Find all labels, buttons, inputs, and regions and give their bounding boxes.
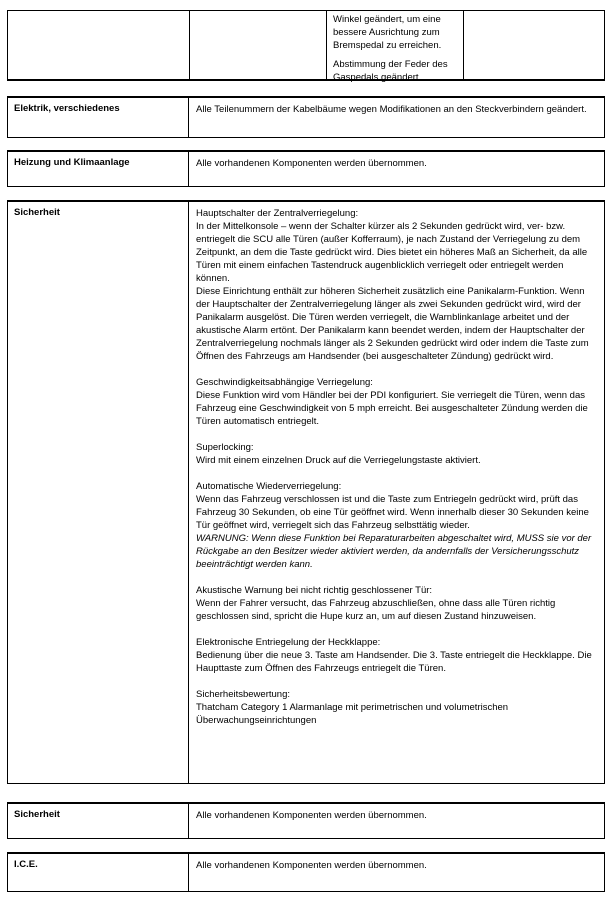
block-title: Geschwindigkeitsabhängige Verriegelung: bbox=[196, 377, 373, 388]
block-paragraph: Wird mit einem einzelnen Druck auf die Verriegelungstaste aktiviert. bbox=[196, 455, 481, 466]
empty-cell bbox=[8, 11, 189, 79]
change-description-cell bbox=[326, 11, 463, 83]
block-paragraph: Thatcham Category 1 Alarmanlage mit perimetrischen und volumetrischen Überwachungseinrichtungen bbox=[196, 702, 509, 726]
section-content: Alle Teilenummern der Kabelbäume wegen Modifikationen an den Steckverbindern geändert. bbox=[196, 104, 587, 115]
content-block-geschwindigkeit bbox=[196, 376, 594, 428]
block-title: Sicherheitsbewertung: bbox=[196, 689, 290, 700]
content-block-heckklappe bbox=[196, 636, 594, 675]
block-paragraph: Diese Einrichtung enthält zur höheren Sicherheit zusätzlich eine Panikalarm-Funktion. Wenn der Hauptschalter der Zentralverriegelung länger als zwei Sekunden gedrückt wird, wird der Panikalarm ausgelöst. Die Türen werden verriegelt, die Warnblinkanlage arbeitet und der akustische Alarm ertönt. Der Panikalarm kann beendet werden, indem der Hauptschalter der Zentralverriegelung nochmals länger als 2 Sekunden gedrückt wird oder indem die Taste zum Öffnen des Fahrzeugs am Handsender (bei ausgeschalteter Zündung) gedrückt wird. bbox=[196, 286, 589, 362]
empty-cell bbox=[463, 11, 604, 79]
section-label: I.C.E. bbox=[8, 854, 189, 891]
top-continuation-table bbox=[7, 10, 605, 81]
section-label: Heizung und Klimaanlage bbox=[8, 152, 189, 186]
block-title: Automatische Wiederverriegelung: bbox=[196, 481, 342, 492]
section-table-elektrik bbox=[7, 96, 605, 138]
section-content: Alle vorhandenen Komponenten werden übernommen. bbox=[196, 158, 427, 169]
content-block-hauptschalter bbox=[196, 207, 594, 363]
block-title: Elektronische Entriegelung der Heckklappe: bbox=[196, 637, 381, 648]
block-paragraph: Diese Funktion wird vom Händler bei der PDI konfiguriert. Sie verriegelt die Türen, wenn das Fahrzeug eine Geschwindigkeit von 5 mph erreicht. Bei ausgeschalteter Zündung werden die Türen automatisch entriegelt. bbox=[196, 390, 588, 427]
section-table-sicherheit bbox=[7, 802, 605, 839]
section-label: Elektrik, verschiedenes bbox=[8, 98, 189, 137]
block-paragraph: Wenn das Fahrzeug verschlossen ist und die Taste zum Entriegeln gedrückt wird, prüft das Fahrzeug 30 Sekunden, ob eine Tür geöffnet wird. Wenn innerhalb dieser 30 Sekunden keine Tür geöffnet wird, verriegelt sich das Fahrzeug selbsttätig wieder. bbox=[196, 494, 589, 531]
content-block-akustische-warnung bbox=[196, 584, 594, 623]
block-title: Superlocking: bbox=[196, 442, 254, 453]
block-warning-paragraph: WARNUNG: Wenn diese Funktion bei Reparaturarbeiten abgeschaltet wird, MUSS sie vor der Rückgabe an den Besitzer wieder aktiviert werden, da andernfalls der Versicherungsschutz beeinträchtigt werden kann. bbox=[196, 533, 592, 570]
section-content: Alle vorhandenen Komponenten werden übernommen. bbox=[196, 810, 427, 821]
block-title: Hauptschalter der Zentralverriegelung: bbox=[196, 208, 359, 219]
block-paragraph: Bedienung über die neue 3. Taste am Handsender. Die 3. Taste entriegelt die Heckklappe. Die Haupttaste zum Öffnen des Fahrzeugs entriegelt die Türen. bbox=[196, 650, 592, 674]
block-title: Akustische Warnung bei nicht richtig geschlossener Tür: bbox=[196, 585, 433, 596]
change-paragraph: Abstimmung der Feder des Gaspedals geändert. bbox=[333, 59, 448, 83]
section-table-sicherheit-detail bbox=[7, 200, 605, 784]
change-paragraph: Winkel geändert, um eine bessere Ausrichtung zum Bremspedal zu erreichen. bbox=[333, 14, 442, 51]
block-paragraph: In der Mittelkonsole – wenn der Schalter kürzer als 2 Sekunden gedrückt wird, ver- bzw. entriegelt die SCU alle Türen (außer Kofferraum), je nach Zustand der Verriegelung zu dem Zeitpunkt, an dem die Taste gedrückt wird. Dies bietet ein höheres Maß an Sicherheit, da alle Türen mit einem einfachen Tastendruck augenblicklich verriegelt oder entriegelt werden können. bbox=[196, 221, 588, 284]
content-block-superlocking bbox=[196, 441, 594, 467]
content-block-sicherheitsbewertung bbox=[196, 688, 594, 727]
section-content bbox=[189, 202, 604, 783]
empty-cell bbox=[189, 11, 326, 79]
section-label: Sicherheit bbox=[8, 202, 189, 783]
section-table-ice bbox=[7, 852, 605, 892]
section-table-heizung bbox=[7, 150, 605, 187]
section-content: Alle vorhandenen Komponenten werden übernommen. bbox=[196, 860, 427, 871]
section-label: Sicherheit bbox=[8, 804, 189, 838]
content-block-wiederverriegelung bbox=[196, 480, 594, 571]
block-paragraph: Wenn der Fahrer versucht, das Fahrzeug abzuschließen, ohne dass alle Türen richtig geschlossen sind, spricht die Hupe kurz an, um auf diesen Zustand hinzuweisen. bbox=[196, 598, 556, 622]
